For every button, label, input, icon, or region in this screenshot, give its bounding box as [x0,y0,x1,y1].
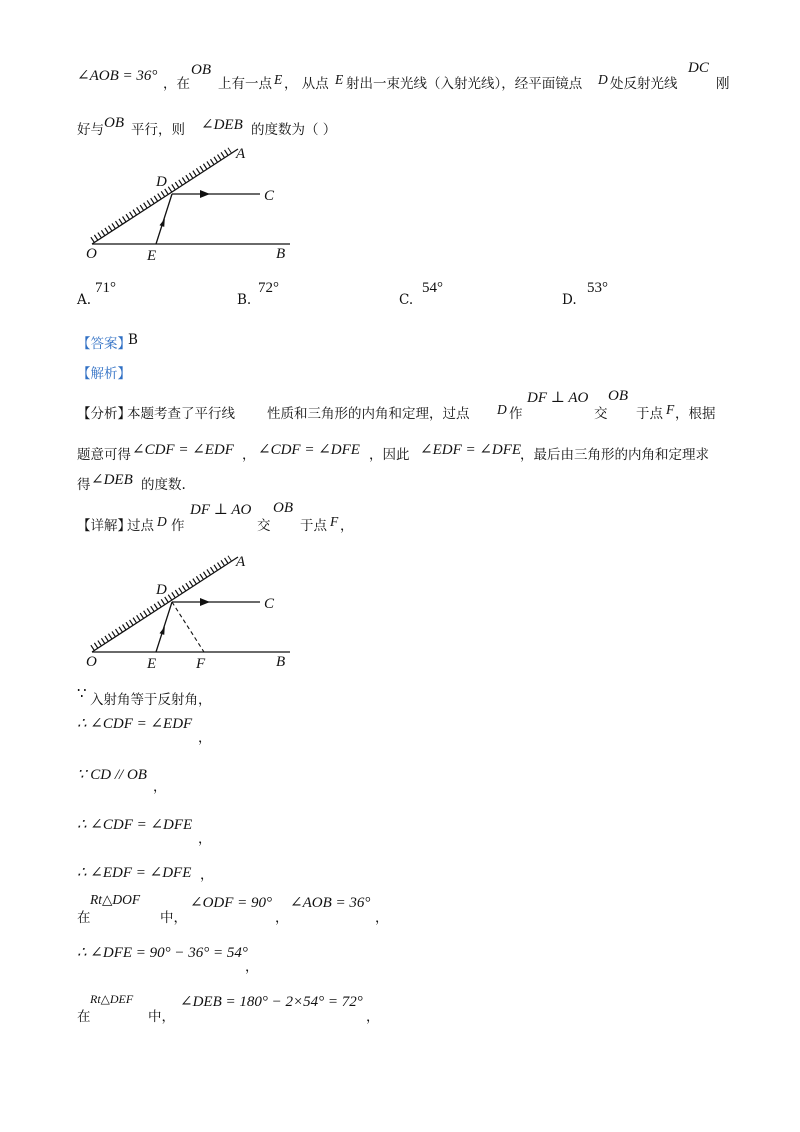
incident-arrow [159,626,166,635]
q-point-e: E [274,72,283,87]
label-o: O [86,246,97,262]
option-d-letter[interactable]: D. [562,292,577,308]
xiangjie-text: 于点 [300,518,327,534]
fenxi-point-d: D [497,402,507,417]
step-7: ∴ ∠DFE = 90° − 36° = 54° [77,945,248,961]
step-6-end: ， [375,910,389,926]
q-text: 好与 [77,122,104,138]
fenxi-ob: OB [608,388,628,404]
fenxi-eq-cdf-dfe: ∠CDF = ∠DFE [258,442,360,458]
fenxi-eq-cdf-edf: ∠CDF = ∠EDF [132,442,234,458]
label-c: C [264,596,275,612]
fenxi-point-f: F [666,402,675,417]
fenxi-eq-edf-dfe: ∠EDF = ∠DFE [420,442,522,458]
q-point-e: E [335,72,344,87]
label-e: E [147,656,157,672]
step-6-zhong: 中， [160,910,187,926]
step-5-end: ， [200,867,214,883]
step-4-end: ， [198,831,212,847]
option-c-letter[interactable]: C. [399,292,414,308]
label-a: A [236,554,246,570]
fenxi-text: 作 [509,406,523,422]
fenxi-text: 本题考查了平行线 [127,406,235,422]
xiangjie-tag: 【详解】 [77,518,131,534]
step-6-eq-aob: ∠AOB = 36° [290,895,371,911]
xiangjie-text: 作 [171,518,185,534]
perpendicular-df [172,602,204,652]
figure-2 [80,548,310,673]
answer-tag: 【答案】 [77,336,131,352]
xiangjie-text: 过点 [127,518,154,534]
q-ob: OB [191,62,211,78]
step-8-end: ， [366,1009,380,1025]
xiangjie-ob: OB [273,500,293,516]
option-a-letter[interactable]: A. [77,292,92,308]
label-d: D [156,582,167,598]
mirror-line-oa [92,149,238,244]
fenxi-text: 性质和三角形的内角和定理，过点 [267,406,470,422]
xiangjie-point-d: D [157,514,167,529]
fenxi-text: 于点 [636,406,663,422]
q-text: 上有一点 [218,76,272,92]
figure-1 [80,140,310,265]
step-5: ∴ ∠EDF = ∠DFE [77,865,192,881]
step-6-sep: ， [275,910,289,926]
q-text: 的度数为（ ） [251,122,337,138]
q-text: ，在 [163,76,190,92]
step-2-end: ， [198,730,212,746]
q-point-d: D [598,72,608,87]
label-c: C [264,188,275,204]
step-6-eq-odf: ∠ODF = 90° [190,895,273,911]
reflected-arrow [200,598,210,606]
fenxi-text: 题意可得 [77,447,131,463]
label-f: F [196,656,206,672]
fenxi-text: 得 [77,477,91,493]
option-b-letter[interactable]: B. [237,292,252,308]
q-text: ， 从点 [284,76,329,92]
q-text: 平行，则 [131,122,185,138]
label-b: B [276,246,286,262]
q-ob: OB [104,115,124,131]
angle-aob-expr: ∠AOB = 36° [77,68,158,84]
step-6-zai: 在 [77,910,91,926]
label-b: B [276,654,286,670]
fenxi-text: ，根据 [675,406,716,422]
label-o: O [86,654,97,670]
xiangjie-text: 交 [257,518,271,534]
q-text: 刚 [716,76,730,92]
fenxi-df-perp-ao: DF ⊥ AO [527,390,589,406]
fenxi-text: 的度数. [141,477,186,493]
step-6-triangle: Rt△DOF [90,892,141,907]
xiangjie-point-f: F [330,514,339,529]
q-text: 射出一束光线（入射光线），经平面镜点 [346,76,583,92]
step-3-end: ， [153,779,167,795]
label-e: E [147,248,157,264]
step-1: 入射角等于反射角， [90,692,212,708]
mirror-line-oa [92,557,238,652]
label-a: A [236,146,246,162]
step-4: ∴ ∠CDF = ∠DFE [77,817,193,833]
option-a-value[interactable]: 71° [95,280,116,296]
step-3: ∵ CD // OB [77,767,147,783]
q-dc: DC [688,60,709,76]
xiangjie-text: ， [340,518,354,534]
step-8-eq: ∠DEB = 180° − 2×54° = 72° [180,994,363,1010]
step-8-triangle: Rt△DEF [90,992,134,1006]
q-deb: ∠DEB [201,117,243,133]
fenxi-deb: ∠DEB [91,472,133,488]
answer-value: B [128,332,138,348]
option-b-value[interactable]: 72° [258,280,279,296]
fenxi-text: ，因此 [369,447,410,463]
fenxi-tag: 【分析】 [77,406,131,422]
q-text: 处反射光线 [610,76,678,92]
fenxi-text: ， [242,447,256,463]
xiangjie-df-perp-ao: DF ⊥ AO [190,502,252,518]
option-d-value[interactable]: 53° [587,280,608,296]
step-8-zhong: 中， [148,1009,175,1025]
fenxi-text: ，最后由三角形的内角和定理求 [520,447,709,463]
step-8-zai: 在 [77,1009,91,1025]
reflected-arrow [200,190,210,198]
option-c-value[interactable]: 54° [422,280,443,296]
incident-arrow [159,218,166,227]
step-2: ∴ ∠CDF = ∠EDF [77,716,193,732]
label-d: D [156,174,167,190]
analysis-tag: 【解析】 [77,366,131,382]
because-symbol: ∵ [77,684,87,702]
step-7-end: ， [245,959,259,975]
fenxi-text: 交 [594,406,608,422]
